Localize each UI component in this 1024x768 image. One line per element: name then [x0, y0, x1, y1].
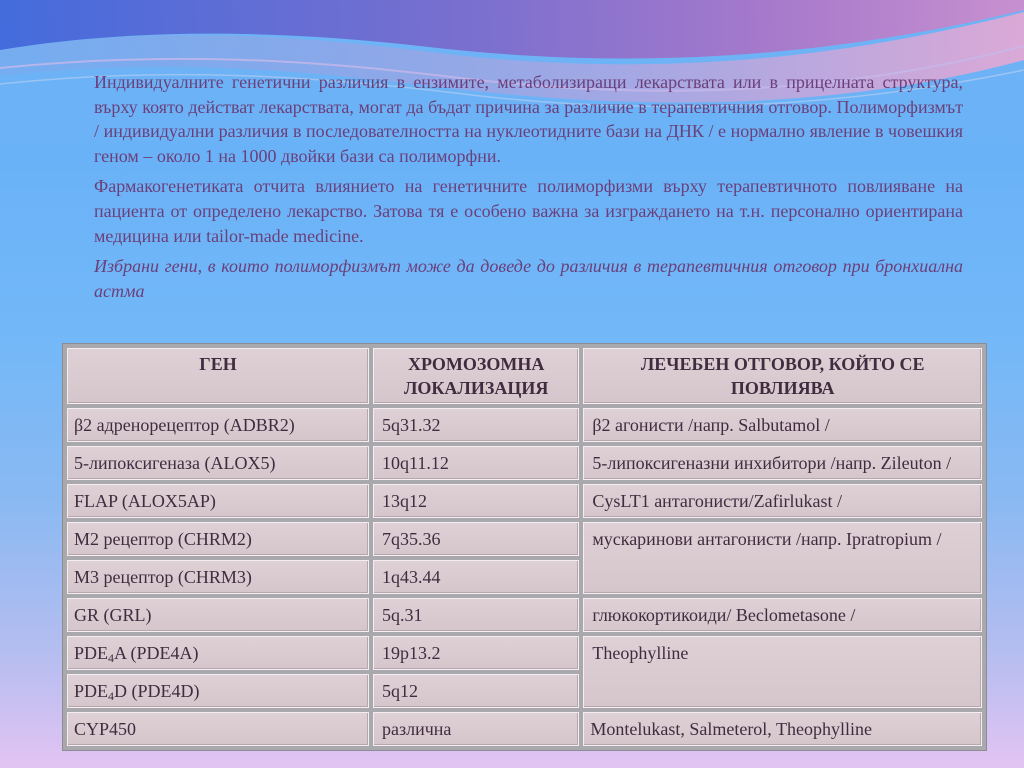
response-cell: мускаринови антагонисти /напр. Ipratropium / [583, 522, 982, 594]
table-caption: Избрани гени, в които полиморфизмът може да доведе до различия в терапевтичния отговор при бронхиална астма [94, 256, 963, 301]
gene-cell [67, 674, 369, 708]
gene-suffix: D (PDE4D) [114, 681, 200, 701]
location-cell: 1q43.44 [373, 560, 579, 594]
table-row [67, 598, 982, 632]
gene-cell: M3 рецептор (CHRM3) [67, 560, 369, 594]
table-row [67, 522, 982, 556]
location-cell: 19p13.2 [373, 636, 579, 670]
table-row [67, 408, 982, 442]
gene-cell: 5-липоксигеназа (ALOX5) [67, 446, 369, 480]
response-cell: β2 агонисти /напр. Salbutamol / [583, 408, 982, 442]
response-cell: CysLT1 антагонисти/Zafirlukast / [583, 484, 982, 518]
gene-cell [67, 636, 369, 670]
table-row [67, 636, 982, 670]
gene-cell: GR (GRL) [67, 598, 369, 632]
table-header-row [67, 348, 982, 404]
genes-table [62, 343, 987, 751]
location-cell: 7q35.36 [373, 522, 579, 556]
header-gene: ГЕН [67, 348, 369, 404]
gene-subscript: 4 [108, 651, 115, 665]
gene-cell: M2 рецептор (CHRM2) [67, 522, 369, 556]
table-row [67, 484, 982, 518]
table-row [67, 446, 982, 480]
location-cell: 5q31.32 [373, 408, 579, 442]
table-row [67, 712, 982, 746]
paragraph-genetic-differences: Индивидуалните генетични различия в ензимите, метаболизиращи лекарствата или в прицелната структура, върху която действат лекарствата, могат да бъдат причина за различие в терапевтичния отговор. Полиморфизмът / индивидуални различия в последователността на нуклеотидните бази на ДНК / е нормално явление в човешкия геном – около 1 на 1000 двойки бази са полиморфни. [94, 72, 963, 166]
response-cell: глюкокортикоиди/ Beclometasone / [583, 598, 982, 632]
location-cell: различна [373, 712, 579, 746]
gene-cell: β2 адренорецептор (ADBR2) [67, 408, 369, 442]
intro-text [94, 70, 963, 309]
gene-prefix: PDE [74, 643, 109, 663]
response-cell: Montelukast, Salmeterol, Theophylline [583, 712, 982, 746]
gene-cell: FLAP (ALOX5AP) [67, 484, 369, 518]
location-cell: 5q.31 [373, 598, 579, 632]
response-cell: Theophylline [583, 636, 982, 708]
gene-cell: CYP450 [67, 712, 369, 746]
gene-suffix: A (PDE4A) [114, 643, 199, 663]
gene-subscript: 4 [108, 689, 115, 703]
location-cell: 13q12 [373, 484, 579, 518]
location-cell: 10q11.12 [373, 446, 579, 480]
gene-prefix: PDE [74, 681, 109, 701]
header-treatment-response: ЛЕЧЕБЕН ОТГОВОР, КОЙТО СЕ ПОВЛИЯВА [583, 348, 982, 404]
response-cell: 5-липоксигеназни инхибитори /напр. Zileuton / [583, 446, 982, 480]
location-cell: 5q12 [373, 674, 579, 708]
paragraph-pharmacogenetics: Фармакогенетиката отчита влиянието на генетичните полиморфизми върху терапевтичното повлияване на пациента от определено лекарство. Затова тя е особено важна за изграждането на т.н. персонално ориентирана медицина или tailor-made medicine. [94, 176, 963, 246]
header-chromosome-location: ХРОМОЗОМНА ЛОКАЛИЗАЦИЯ [373, 348, 579, 404]
